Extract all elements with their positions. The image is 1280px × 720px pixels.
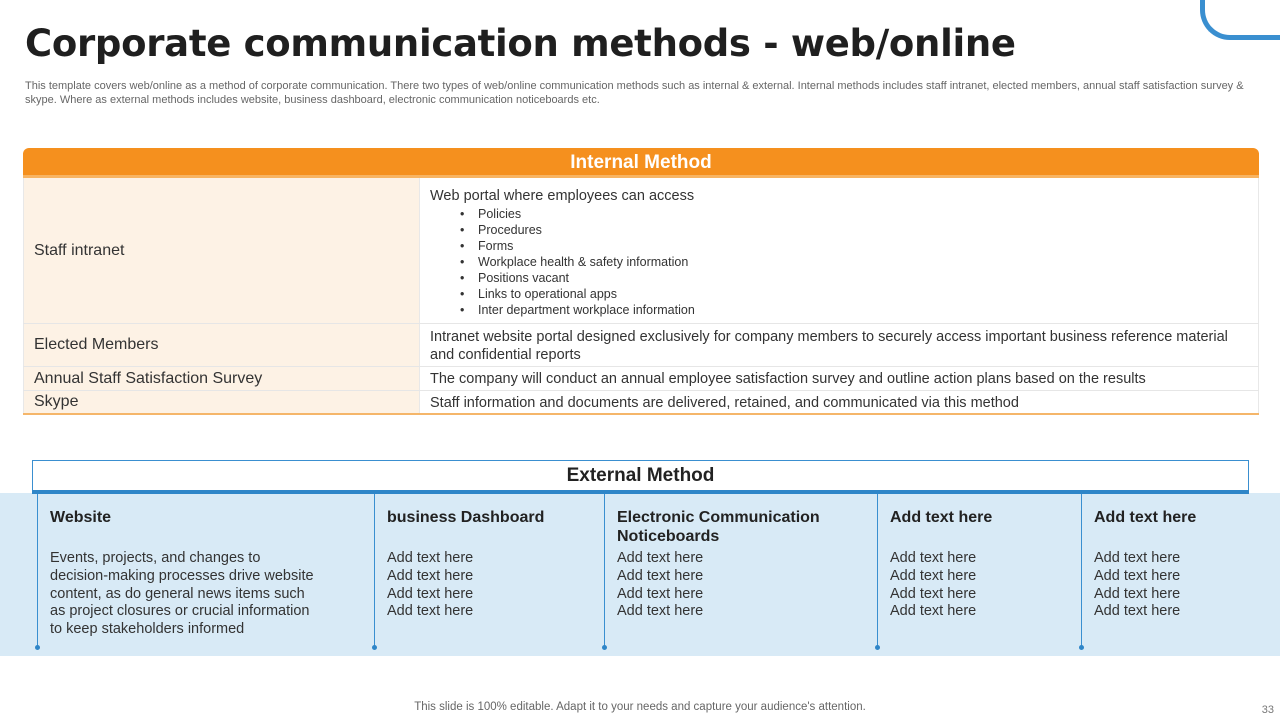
external-method-header: External Method (32, 460, 1249, 492)
column-line-text: content, as do general news items such (50, 585, 305, 602)
column-line-text: Add text here (617, 585, 704, 602)
column-line-text: Add text here (890, 567, 977, 584)
bullet-item: • Inter department workplace information (460, 302, 1248, 318)
column-line-text: to keep stakeholders informed (50, 621, 245, 638)
column-line-text: Add text here (387, 550, 474, 566)
page-number: 33 (1261, 704, 1274, 716)
column-line-text: Add text here (890, 603, 977, 620)
column-line-text: Add text here (1094, 603, 1181, 620)
column-line-text: Add text here (1094, 567, 1181, 584)
column-line-text: Add text here (890, 585, 977, 602)
column-line (604, 494, 605, 647)
column-line-text: Add text here (1094, 550, 1181, 566)
bullet-item: • Workplace health & safety information (460, 254, 1248, 270)
internal-method-header: Internal Method (23, 148, 1259, 178)
row-description: The company will conduct an annual employee satisfaction survey and outline action plans based on the results (420, 367, 1259, 390)
column-dot (875, 645, 880, 650)
column-line-text: Add text here (617, 550, 704, 566)
page-subtitle: This template covers web/online as a method of corporate communication. There two types of web/online communication methods such as internal & external. Internal methods includes staff intranet, elected members, annual staff satisfaction survey & skype. Where as external methods includes website, business dashboard, electronic communication noticeboards etc. (25, 80, 1244, 106)
bullet-item: • Positions vacant (460, 270, 1248, 286)
column-dot (372, 645, 377, 650)
row-label: Elected Members (23, 324, 420, 366)
column-line-text: Add text here (890, 550, 977, 566)
internal-method-table (23, 148, 1259, 415)
row-description: Staff information and documents are delivered, retained, and communicated via this method (420, 391, 1259, 413)
external-method-divider (32, 490, 1249, 494)
table-row (23, 391, 1259, 415)
bullet-item: • Procedures (460, 222, 1248, 238)
page-title: Corporate communication methods - web/online (25, 22, 1016, 65)
row-description (420, 178, 1259, 323)
bullet-list (460, 206, 1248, 318)
corner-decoration (1200, 0, 1280, 40)
table-row (23, 178, 1259, 324)
column-line-text: Add text here (387, 603, 474, 620)
column-dot (602, 645, 607, 650)
bullet-item: • Forms (460, 238, 1248, 254)
row-description-text: Web portal where employees can access (430, 188, 695, 204)
table-row (23, 324, 1259, 367)
column-title: business Dashboard (387, 509, 545, 526)
column-line-text: Add text here (387, 567, 474, 584)
column-title: Add text here (890, 509, 993, 526)
column-line-text: decision-making processes drive website (50, 567, 314, 584)
row-description: Intranet website portal designed exclusively for company members to securely access important business reference material and confidential reports (420, 324, 1259, 366)
table-row (23, 367, 1259, 391)
footer-note: This slide is 100% editable. Adapt it to your needs and capture your audience's attention. (414, 701, 866, 713)
column-dot (1079, 645, 1084, 650)
row-label: Annual Staff Satisfaction Survey (23, 367, 420, 390)
column-line-text: Add text here (387, 585, 474, 602)
column-line-text: Add text here (617, 567, 704, 584)
bullet-item: • Links to operational apps (460, 286, 1248, 302)
column-title: Website (50, 509, 112, 526)
column-line (374, 494, 375, 647)
column-body (617, 550, 897, 621)
row-label: Staff intranet (23, 178, 420, 323)
bullet-item: • Policies (460, 206, 1248, 222)
column-title: Add text here (1094, 509, 1197, 526)
column-title: Electronic Communication Noticeboards (617, 509, 820, 545)
column-line-text: Add text here (1094, 585, 1181, 602)
column-body (1094, 550, 1274, 621)
column-dot (35, 645, 40, 650)
column-line-text: as project closures or crucial information (50, 603, 310, 620)
column-line (877, 494, 878, 647)
column-line-text: Events, projects, and changes to (50, 550, 261, 566)
column-line-text: Add text here (617, 603, 704, 620)
column-line (1081, 494, 1082, 647)
column-body (50, 550, 330, 639)
column-line (37, 494, 38, 647)
row-label: Skype (23, 391, 420, 413)
